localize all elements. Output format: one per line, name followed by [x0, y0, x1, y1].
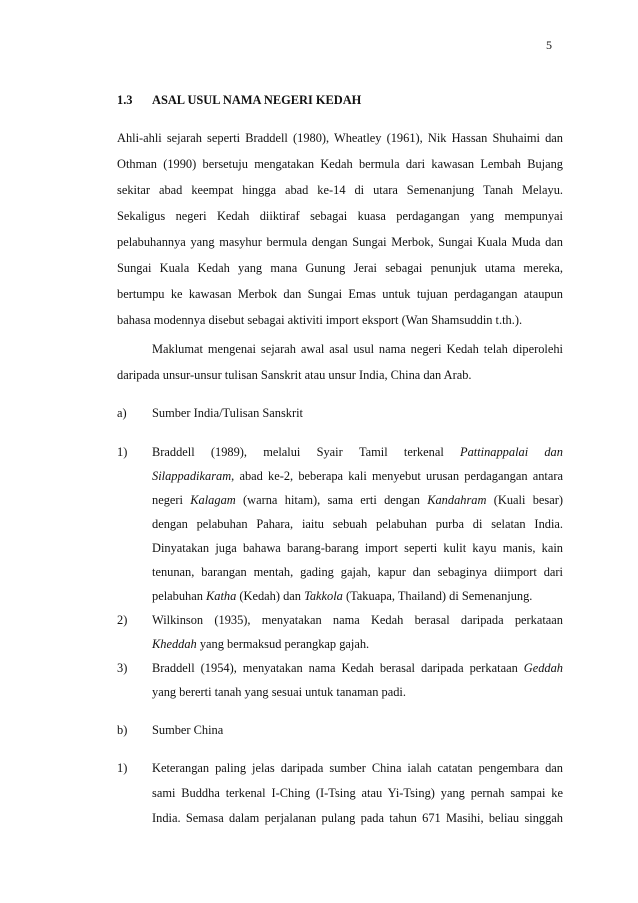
item-number: 1) — [117, 761, 128, 775]
item-line — [152, 636, 563, 652]
text: pelabuhan — [152, 589, 207, 603]
italic-term: Geddah — [523, 661, 563, 675]
item-line — [152, 588, 563, 604]
item-number: 2) — [117, 613, 128, 627]
word: melalui — [263, 445, 301, 459]
word: Pattinappalai — [460, 445, 529, 459]
text: , abad ke-2, beberapa kali menyebut urusan perdagangan antara — [231, 469, 563, 483]
page-number: 5 — [546, 38, 552, 52]
item-line — [152, 444, 563, 460]
text: (Kedah) dan — [236, 589, 305, 603]
para1-line: pelabuhannya yang masyhur bermula dengan Sungai Merbok, Sungai Kuala Muda dan — [117, 235, 563, 249]
para1-line: Sungai Kuala Kedah yang mana Gunung Jerai sebagai penunjuk utama mereka, — [117, 261, 563, 275]
heading-number: 1.3 — [117, 93, 133, 107]
text: negeri — [152, 493, 191, 507]
section-b-label: b) — [117, 723, 128, 737]
word: Tamil — [358, 445, 388, 459]
item-line — [152, 660, 563, 676]
text: yang bermaksud perangkap gajah. — [196, 637, 370, 651]
item-line: India. Semasa dalam perjalanan pulang pada tahun 671 Masihi, beliau singgah — [152, 811, 563, 825]
text: (warna hitam), sama erti dengan — [235, 493, 428, 507]
word: dan — [544, 445, 563, 459]
item-line — [152, 492, 563, 508]
italic-term: Takkola — [304, 589, 343, 603]
item-line: Dinyatakan juga bahawa barang-barang import seperti kulit kayu manis, kain — [152, 541, 563, 555]
item-line: sami Buddha terkenal I-Ching (I-Tsing atau Yi-Tsing) yang pernah sampai ke — [152, 786, 563, 800]
italic-term: Kandahram — [427, 493, 487, 507]
para2-line: daripada unsur-unsur tulisan Sanskrit atau unsur India, China dan Arab. — [117, 368, 472, 382]
item-number: 1) — [117, 445, 128, 459]
word: Braddell — [152, 445, 195, 459]
text: (Takuapa, Thailand) di Semenanjung. — [342, 589, 533, 603]
section-a-title: Sumber India/Tulisan Sanskrit — [152, 406, 303, 420]
italic-term: Kheddah — [152, 637, 197, 651]
para1-line: bertumpu ke kawasan Merbok dan Sungai Emas untuk tujuan perdagangan ataupun — [117, 287, 563, 301]
item-line: tenunan, barangan mentah, gading gajah, kapur dan sebaginya diimport dari — [152, 565, 563, 579]
item-line: Wilkinson (1935), menyatakan nama Kedah berasal daripada perkataan — [152, 613, 563, 627]
item-line: yang bererti tanah yang sesuai untuk tanaman padi. — [152, 685, 406, 699]
para1-line: Sekaligus negeri Kedah diiktiraf sebagai kuasa perdagangan yang mempunyai — [117, 209, 563, 223]
item-line — [152, 468, 563, 484]
word: terkenal — [403, 445, 444, 459]
item-number: 3) — [117, 661, 128, 675]
para1-line: sekitar abad keempat hingga abad ke-14 di utara Semenanjung Tanah Melayu. — [117, 183, 563, 197]
italic-term: Katha — [206, 589, 237, 603]
para1-line: Othman (1990) bersetuju mengatakan Kedah bermula dari kawasan Lembah Bujang — [117, 157, 563, 171]
italic-term: Silappadikaram — [152, 469, 232, 483]
heading-title: ASAL USUL NAMA NEGERI KEDAH — [152, 93, 362, 107]
para1-line: bahasa modennya disebut sebagai aktiviti import eksport (Wan Shamsuddin t.th.). — [117, 313, 523, 327]
word: Syair — [316, 445, 343, 459]
item-line: Keterangan paling jelas daripada sumber China ialah catatan pengembara dan — [152, 761, 563, 775]
word: (1989), — [210, 445, 248, 459]
text: Braddell (1954), menyatakan nama Kedah berasal daripada perkataan — [152, 661, 524, 675]
para2-line: Maklumat mengenai sejarah awal asal usul nama negeri Kedah telah diperolehi — [152, 342, 563, 356]
italic-term: Kalagam — [190, 493, 236, 507]
text: (Kuali besar) — [486, 493, 563, 507]
para1-line: Ahli-ahli sejarah seperti Braddell (1980), Wheatley (1961), Nik Hassan Shuhaimi dan — [117, 131, 563, 145]
item-line: dengan pelabuhan Pahara, iaitu sebuah pelabuhan purba di selatan India. — [152, 517, 563, 531]
section-a-label: a) — [117, 406, 127, 420]
section-b-title: Sumber China — [152, 723, 224, 737]
